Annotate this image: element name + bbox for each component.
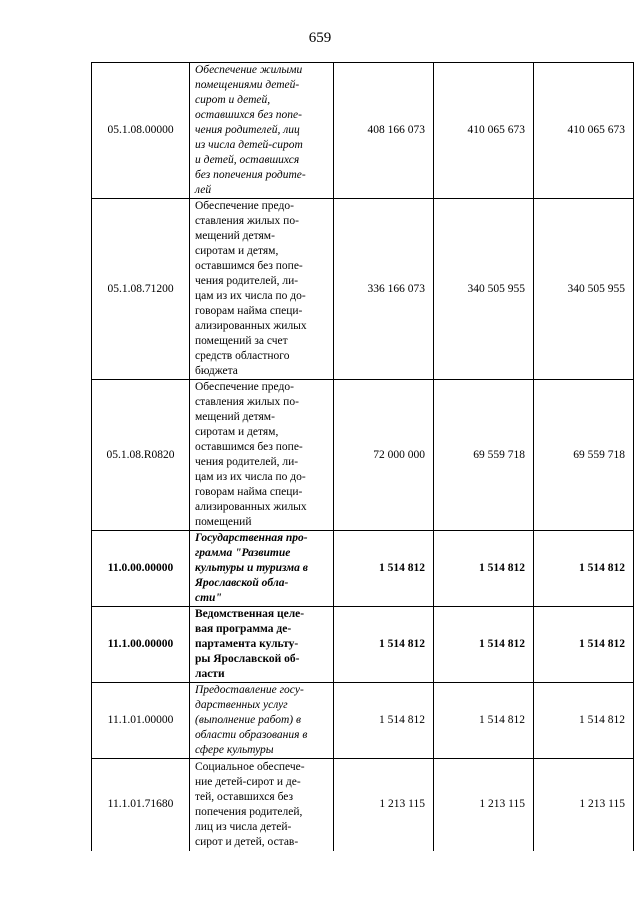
value-cell-1: 1 514 812 [334,607,434,683]
code-cell: 05.1.08.71200 [92,199,190,380]
value-cell-1: 1 213 115 [334,759,434,851]
code-cell: 11.1.00.00000 [92,607,190,683]
budget-table [91,62,634,851]
table-row [92,199,634,380]
name-cell: Обеспечение жилыми помещениями детей- сирот и детей, оставшихся без попе- чения родителей, лиц из числа детей-сирот и детей, оставшихся без попечения родите- лей [190,63,334,199]
value-cell-3: 1 514 812 [534,531,634,607]
table-row [92,607,634,683]
value-cell-2: 1 514 812 [434,683,534,759]
name-cell: Государственная про- грамма "Развитие культуры и туризма в Ярославской обла- сти" [190,531,334,607]
code-cell: 05.1.08.00000 [92,63,190,199]
name-cell: Обеспечение предо- ставления жилых по- мещений детям- сиротам и детям, оставшимся без попе- чения родителей, ли- цам из их числа по до- говорам найма специ- ализированных жилых помещений [190,380,334,531]
value-cell-2: 410 065 673 [434,63,534,199]
name-cell: Обеспечение предо- ставления жилых по- мещений детям- сиротам и детям, оставшимся без попе- чения родителей, ли- цам из их числа по до- говорам найма специ- ализированных жилых помещений за счет средств областного бюджета [190,199,334,380]
code-cell: 11.0.00.00000 [92,531,190,607]
page-number: 659 [308,30,332,46]
name-cell: Ведомственная целе- вая программа де- партамента культу- ры Ярославской об- ласти [190,607,334,683]
code-cell: 11.1.01.71680 [92,759,190,851]
value-cell-1: 1 514 812 [334,683,434,759]
table-row [92,683,634,759]
value-cell-3: 410 065 673 [534,63,634,199]
table-row [92,380,634,531]
code-cell: 11.1.01.00000 [92,683,190,759]
value-cell-2: 69 559 718 [434,380,534,531]
table-row [92,759,634,851]
value-cell-3: 1 514 812 [534,607,634,683]
value-cell-3: 1 213 115 [534,759,634,851]
table-row [92,63,634,199]
code-cell: 05.1.08.R0820 [92,380,190,531]
table-row [92,531,634,607]
value-cell-2: 340 505 955 [434,199,534,380]
value-cell-2: 1 213 115 [434,759,534,851]
value-cell-1: 72 000 000 [334,380,434,531]
value-cell-1: 408 166 073 [334,63,434,199]
value-cell-3: 1 514 812 [534,683,634,759]
name-cell: Социальное обеспече- ние детей-сирот и де- тей, оставшихся без попечения родителей, лиц из числа детей- сирот и детей, остав- [190,759,334,851]
value-cell-1: 336 166 073 [334,199,434,380]
name-cell: Предоставление госу- дарственных услуг (выполнение работ) в области образования в сфере культуры [190,683,334,759]
value-cell-2: 1 514 812 [434,607,534,683]
value-cell-3: 340 505 955 [534,199,634,380]
value-cell-1: 1 514 812 [334,531,434,607]
value-cell-3: 69 559 718 [534,380,634,531]
value-cell-2: 1 514 812 [434,531,534,607]
